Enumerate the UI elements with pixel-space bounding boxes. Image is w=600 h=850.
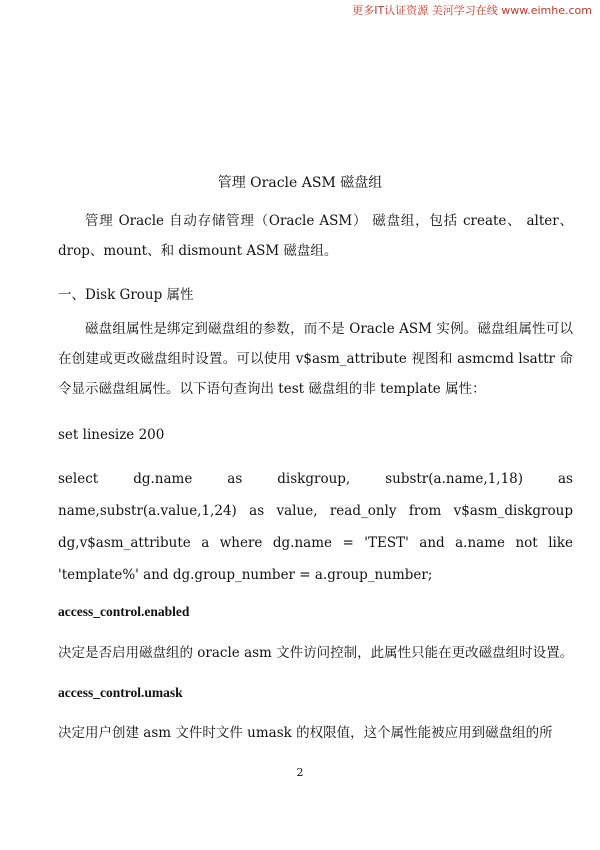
- section-body-paragraph: 磁盘组属性是绑定到磁盘组的参数，而不是 Oracle ASM 实例。磁盘组属性可以在创建或更改磁盘组时设置。可以使用 v$asm_attribute 视图和 asmcmd lsattr 命令显示磁盘组属性。以下语句查询出 test 磁盘组的非 template 属性：: [58, 321, 573, 397]
- intro-paragraph: 管理 Oracle 自动存储管理（Oracle ASM） 磁盘组，包括 create、 alter、 drop、mount、和 dismount ASM 磁盘组。: [58, 213, 573, 259]
- code-set-linesize: set linesize 200: [58, 427, 165, 443]
- attribute-name-access-control-enabled: access_control.enabled: [58, 604, 190, 619]
- code-select-statement: select dg.name as diskgroup, substr(a.name,1,18) as name,substr(a.value,1,24) as value, read_only from v$asm_diskgroup dg,v$asm_attribute a where dg.name = 'TEST' and a.name not like 'template%' and dg.group_number = a.group_number;: [58, 471, 573, 583]
- section-heading: 一、Disk Group 属性: [58, 287, 194, 303]
- page-number: 2: [296, 766, 304, 779]
- attribute-desc-access-control-enabled: 决定是否启用磁盘组的 oracle asm 文件访问控制，此属性只能在更改磁盘组时设置。: [58, 645, 574, 661]
- attribute-name-access-control-umask: access_control.umask: [58, 685, 183, 700]
- attribute-desc-access-control-umask: 决定用户创建 asm 文件时文件 umask 的权限值，这个属性能被应用到磁盘组的所: [58, 725, 553, 741]
- page-title: 管理 Oracle ASM 磁盘组: [217, 175, 383, 191]
- watermark-text: 更多IT认证资源 美河学习在线 www.eimhe.com: [352, 4, 592, 17]
